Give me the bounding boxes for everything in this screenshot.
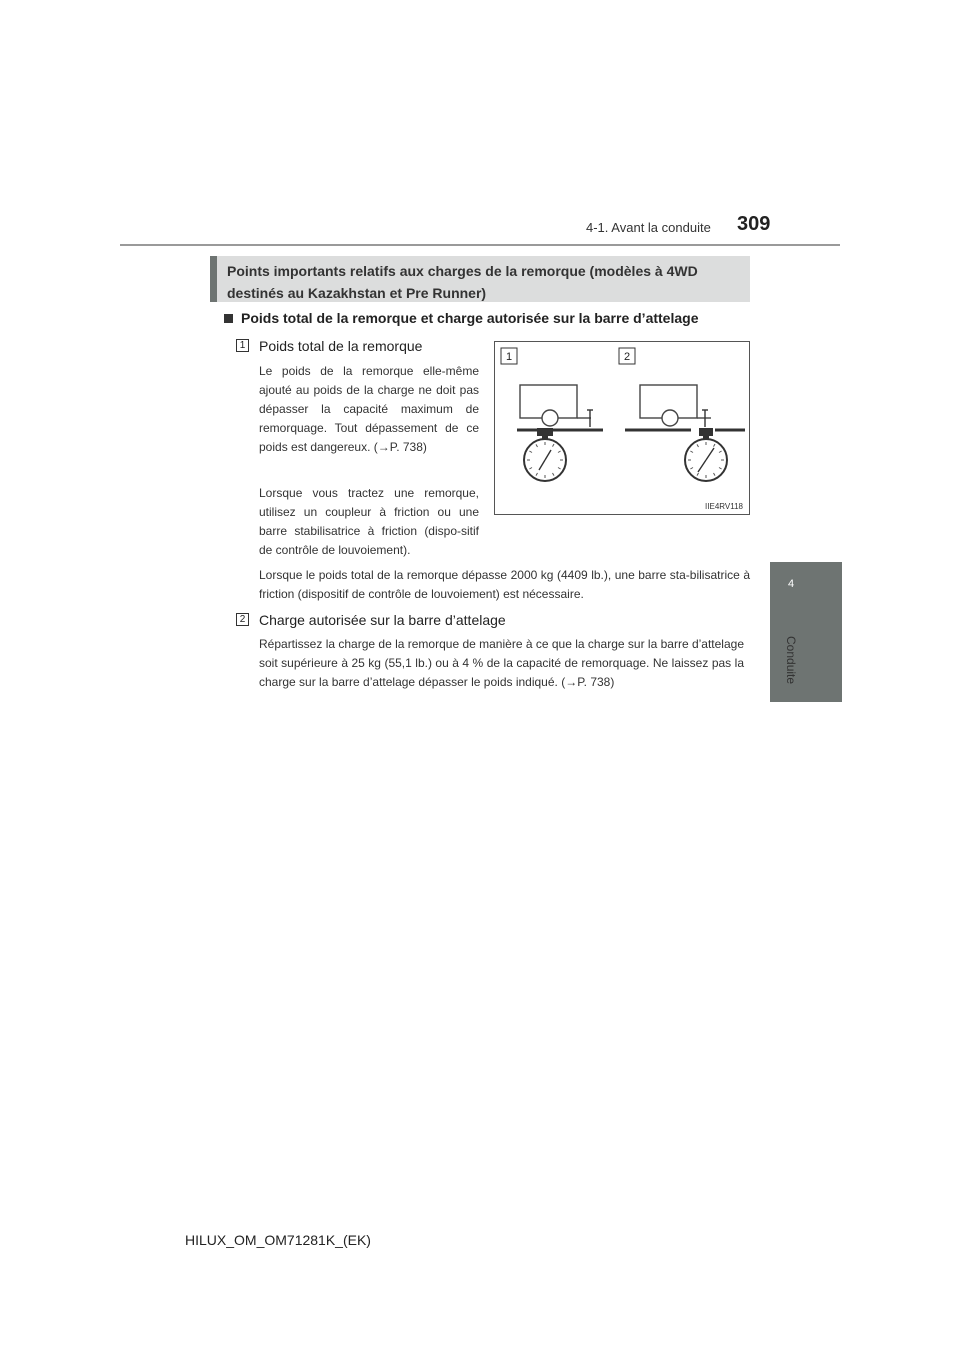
item-1-paragraph-3: Lorsque le poids total de la remorque dépasse 2000 kg (4409 lb.), une barre sta-bilisatrice à friction (dispositif de contrôle de louvoiement) est nécessaire.	[259, 568, 750, 601]
item-2-title: Charge autorisée sur la barre d’attelage	[259, 612, 506, 628]
square-bullet-icon	[224, 314, 233, 323]
section-title-box	[210, 256, 750, 302]
chapter-tab-label: Conduite	[784, 635, 798, 685]
header-section-title: 4-1. Avant la conduite	[586, 220, 711, 235]
chapter-tab-number: 4	[788, 578, 795, 590]
figure-code: IIE4RV118	[705, 502, 743, 511]
subheading	[224, 310, 698, 326]
item-1-number-badge: 1	[236, 339, 249, 352]
document-footer: HILUX_OM_OM71281K_(EK)	[185, 1232, 371, 1248]
trailer-weight-figure	[494, 341, 750, 515]
item-1-paragraph-1: Le poids de la remorque elle-même ajouté au poids de la charge ne doit pas dépasser la capacité maximum de remorquage. Tout dépassement de ce poids est dangereux. (→P. 738)	[259, 364, 479, 454]
trailer-scale-right-icon	[625, 385, 745, 481]
trailer-weight-illustration	[495, 342, 749, 514]
page-number: 309	[737, 213, 771, 235]
item-2-number-badge: 2	[236, 613, 249, 626]
item-2-paragraph-1: Répartissez la charge de la remorque de manière à ce que la charge sur la barre d’attelage soit supérieure à 25 kg (55,1 lb.) ou à 4 % de la capacité de remorquage. Ne laissez pas la charge sur la barre d’attelage dépasser le poids indiqué. (→P. 738)	[259, 637, 744, 689]
figure-label-2: 2	[623, 351, 631, 363]
subheading-text: Poids total de la remorque et charge autorisée sur la barre d’attelage	[241, 310, 699, 326]
trailer-scale-left-icon	[517, 385, 603, 481]
item-1-paragraph-2: Lorsque vous tractez une remorque, utilisez un coupleur à friction ou une barre stabilisatrice à friction (dispo-sitif de contrôle de louvoiement).	[259, 486, 479, 557]
figure-label-1: 1	[505, 351, 513, 363]
header-divider	[120, 244, 840, 246]
section-title: Points importants relatifs aux charges de la remorque (modèles à 4WD destinés au Kazakhstan et Pre Runner)	[227, 263, 698, 301]
item-1-title: Poids total de la remorque	[259, 338, 423, 354]
